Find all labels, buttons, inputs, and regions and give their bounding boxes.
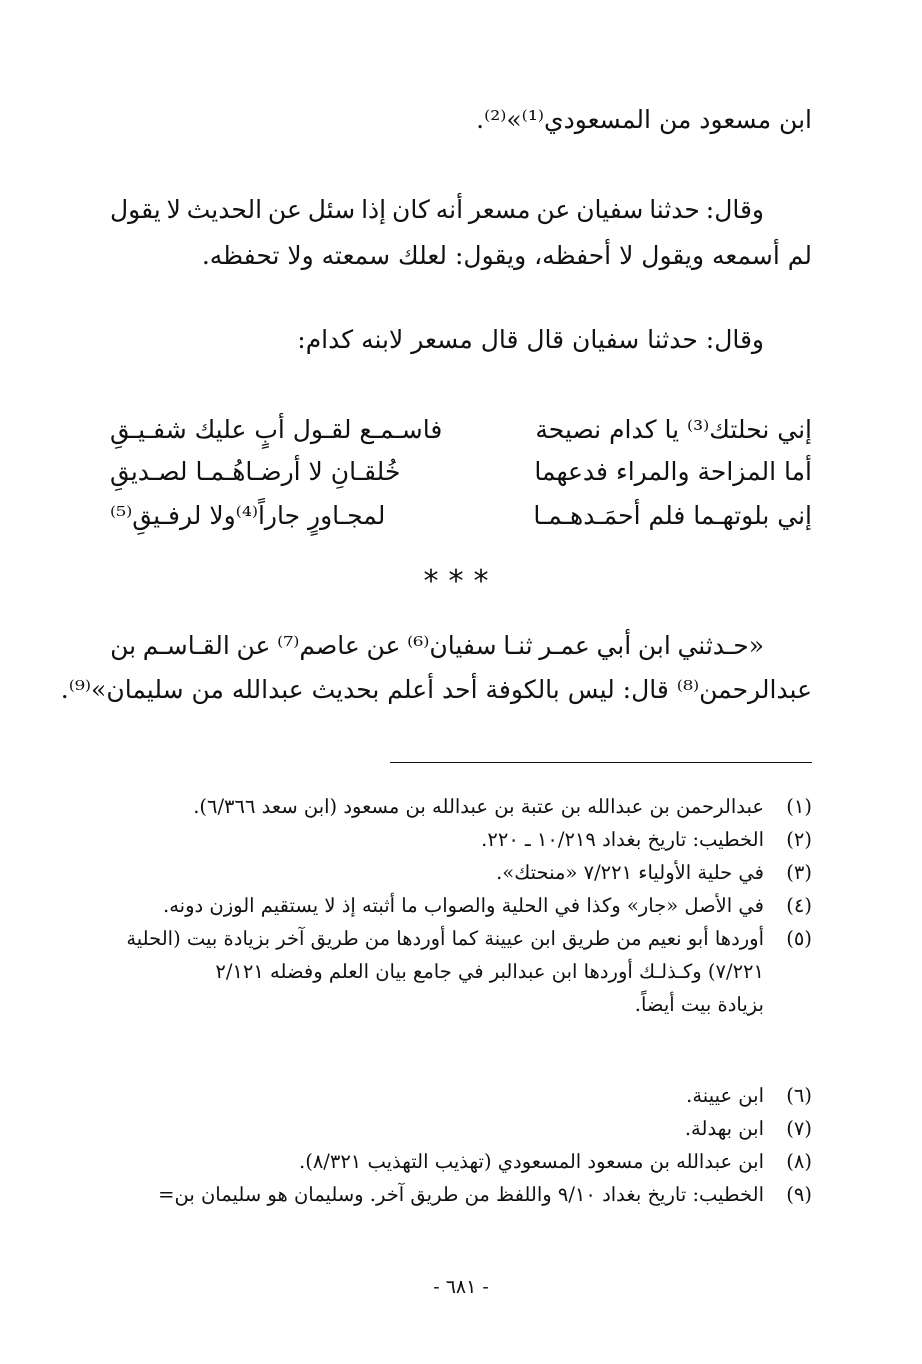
word: يقول [110,195,161,224]
footnote-text: عبدالرحمن بن عبدالله بن عتبة بن عبدالله بن مسعود (ابن سعد ٦/٣٦٦). [193,795,764,818]
verse-first-hemistich: إني نحلتك⁽³⁾ يا كدام نصيحة [535,415,812,444]
footnote-separator-rule [390,762,812,763]
word: حدثنا [649,195,700,224]
footnote [105,823,812,856]
word: أبي [596,631,632,660]
footnote [105,1112,812,1145]
footnote-number: (٨) [786,1150,812,1173]
footnote-text: الخطيب: تاريخ بغداد ١٠/٢١٩ ـ ٢٢٠. [481,828,764,851]
word: الحديث [186,195,263,224]
word: «حـدثني [677,631,764,660]
word: بن [110,631,137,660]
word: عن [236,631,271,660]
footnote-number: (٣) [786,861,812,884]
footnote-number: (٥) [786,927,812,950]
verse-first-hemistich: إني بلوتهـما فلم أحمَـدهـمـا [533,501,812,530]
footnote-text: ابن عبدالله بن مسعود المسعودي (تهذيب التهذيب ٨/٣٢١). [299,1150,764,1173]
word: عن [536,195,571,224]
footnote [105,856,812,889]
word: سفيان⁽⁶⁾ [407,631,497,660]
word: عن [366,631,401,660]
poem-verse [110,452,812,492]
footnote-text: في حلية الأولياء ٧/٢٢١ «منحتك». [496,861,764,884]
verse-second-hemistich: فاسـمـع لقـول أبٍ عليك شفـيـقِ [110,415,443,444]
footnote [105,1145,812,1178]
word: أنه [435,195,464,224]
word: عاصم⁽⁷⁾ [277,631,360,660]
text-line-justified [110,626,764,666]
word: سفيان [576,195,644,224]
footnote-number: (٤) [786,894,812,917]
word: عن [267,195,302,224]
poem-verse [110,496,812,536]
footnote-text: أوردها أبو نعيم من طريق ابن عيينة كما أوردها من طريق آخر بزيادة بيت (الحلية [126,927,764,950]
text-line-justified [110,190,764,230]
footnote-number: (٦) [786,1084,812,1107]
footnote-number: (١) [786,795,812,818]
footnote-text: الخطيب: تاريخ بغداد ٩/١٠ واللفظ من طريق آخر. وسليمان هو سليمان بن= [158,1183,764,1206]
word: وقال: [705,195,764,224]
footnote-continuation: ٧/٢٢١) وكـذلـك أوردها ابن عبدالبر في جامع بيان العلم وفضله ٢/١٢١ [215,960,764,983]
footnote-number: (٢) [786,828,812,851]
word: لا [166,195,181,224]
footnote [105,889,812,922]
verse-first-hemistich: أما المزاحة والمراء فدعهما [534,457,812,486]
word: مسعر [468,195,531,224]
footnote-text: ابن عيينة. [686,1084,764,1107]
word: ثنـا [503,631,533,660]
footnote-number: (٩) [786,1183,812,1206]
poem-verse [110,410,812,450]
text-line: وقال: حدثنا سفيان قال قال مسعر لابنه كدام: [297,325,764,354]
footnote [105,922,812,955]
text-line: لم أسمعه ويقول لا أحفظه، ويقول: لعلك سمعته ولا تحفظه. [201,241,812,270]
footnote [105,1178,812,1211]
verse-second-hemistich: خُلقـانِ لا أرضـاهُـمـا لصـديقِ [110,457,401,486]
footnote-number: (٧) [786,1117,812,1140]
text-line: ابن مسعود من المسعودي⁽¹⁾»⁽²⁾. [476,105,812,134]
word: القـاسـم [142,631,230,660]
footnote-continuation: بزيادة بيت أيضاً. [634,993,764,1016]
word: إذا [361,195,387,224]
word: ابن [637,631,671,660]
footnote [105,1079,812,1112]
page-number: - ٦٨١ - [433,1276,489,1298]
text-line: عبدالرحمن⁽⁸⁾ قال: ليس بالكوفة أحد أعلم بحديث عبدالله من سليمان»⁽⁹⁾. [60,675,812,704]
word: سئل [307,195,356,224]
footnote-text: ابن بهدلة. [684,1117,764,1140]
footnote-text: في الأصل «جار» وكذا في الحلية والصواب ما أثبته إذ لا يستقيم الوزن دونه. [163,894,764,917]
word: كان [391,195,430,224]
verse-second-hemistich: لمجـاورٍ جاراً⁽⁴⁾ولا لرفـيقِ⁽⁵⁾ [110,501,386,530]
section-separator: *** [423,564,499,599]
footnote [105,790,812,823]
word: عمـر [539,631,590,660]
